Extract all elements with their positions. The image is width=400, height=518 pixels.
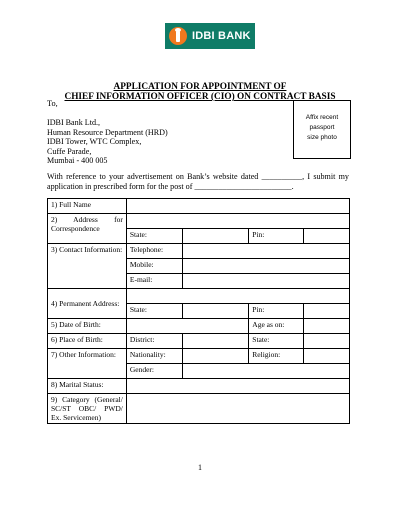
ref-word: my — [338, 172, 349, 181]
reference-paragraph — [47, 172, 349, 192]
permanent-state-field[interactable] — [182, 304, 248, 319]
telephone-field[interactable] — [182, 244, 349, 259]
religion-field[interactable] — [304, 349, 350, 364]
mobile-field[interactable] — [182, 259, 349, 274]
permanent-address-label: 4) Permanent Address: — [48, 289, 127, 319]
permanent-pin-field[interactable] — [304, 304, 350, 319]
photo-box-line: size photo — [307, 134, 337, 141]
ref-word: reference — [66, 172, 97, 181]
logo-text: IDBI BANK — [192, 30, 251, 42]
pin-label: Pin: — [249, 304, 304, 319]
reference-line-1 — [47, 172, 349, 182]
district-label: District: — [126, 334, 182, 349]
ref-word: advertisement — [127, 172, 173, 181]
dob-label: 5) Date of Birth: — [48, 319, 127, 334]
address-field[interactable] — [126, 214, 349, 229]
age-as-on-label: Age as on: — [249, 319, 304, 334]
table-row — [48, 394, 350, 424]
bank-emblem-icon — [169, 27, 187, 45]
nationality-label: Nationality: — [126, 349, 182, 364]
salutation: To, — [47, 99, 58, 108]
address-line: IDBI Bank Ltd., — [47, 118, 101, 127]
address-line: IDBI Tower, WTC Complex, — [47, 137, 142, 147]
email-label: E-mail: — [126, 274, 182, 289]
ref-word: Bank’s — [187, 172, 210, 181]
table-row — [48, 199, 350, 214]
ref-word: With — [47, 172, 63, 181]
table-row — [48, 379, 350, 394]
state-field[interactable] — [182, 229, 248, 244]
marital-status-field[interactable] — [126, 379, 349, 394]
address-line: Cuffe Parade, — [47, 146, 92, 156]
photo-box-line: Affix recent — [305, 114, 339, 121]
gender-label: Gender: — [126, 364, 182, 379]
address-label: 2) Address for Correspondence — [48, 214, 127, 244]
permanent-address-field[interactable] — [126, 289, 349, 304]
reference-line-2: application in prescribed form for the post of ________________________. — [47, 181, 294, 191]
idbi-bank-logo — [165, 23, 255, 49]
table-row — [48, 244, 350, 259]
title-line-2: CHIEF INFORMATION OFFICER (CIO) ON CONTRACT BASIS — [64, 92, 336, 102]
place-of-birth-label: 6) Place of Birth: — [48, 334, 127, 349]
page-number: 1 — [198, 463, 202, 472]
category-field[interactable] — [126, 394, 349, 424]
recipient-address — [47, 118, 168, 166]
mobile-label: Mobile: — [126, 259, 182, 274]
full-name-label: 1) Full Name — [48, 199, 127, 214]
marital-status-label: 8) Marital Status: — [48, 379, 127, 394]
full-name-field[interactable] — [126, 199, 349, 214]
pin-field[interactable] — [304, 229, 350, 244]
district-field[interactable] — [182, 334, 248, 349]
table-row — [48, 214, 350, 229]
contact-label: 3) Contact Information: — [48, 244, 127, 289]
category-label: 9) Category (General/ SC/ST OBC/ PWD/ Ex. Servicemen) — [48, 394, 127, 424]
ref-word: __________, — [261, 172, 305, 181]
ref-word: to — [99, 172, 106, 181]
table-row — [48, 334, 350, 349]
address-line: Human Resource Department (HRD) — [47, 127, 168, 137]
ref-word: website — [212, 172, 238, 181]
table-row — [48, 289, 350, 304]
state-label: State: — [126, 229, 182, 244]
state-label: State: — [126, 304, 182, 319]
title-line-1: APPLICATION FOR APPOINTMENT OF — [113, 82, 287, 92]
photo-box-line: passport — [309, 124, 335, 131]
other-info-label: 7) Other Information: — [48, 349, 127, 379]
religion-label: Religion: — [249, 349, 304, 364]
photo-box — [293, 100, 351, 159]
ref-word: dated — [240, 172, 259, 181]
address-line: Mumbai - 400 005 — [47, 156, 108, 166]
ref-word: I — [307, 172, 311, 181]
ref-word: your — [109, 172, 124, 181]
ref-word: submit — [313, 172, 336, 181]
age-field[interactable] — [304, 319, 350, 334]
table-row — [48, 319, 350, 334]
pin-label: Pin: — [249, 229, 304, 244]
state-label: State: — [249, 334, 304, 349]
table-row — [48, 349, 350, 364]
dob-field[interactable] — [126, 319, 248, 334]
nationality-field[interactable] — [182, 349, 248, 364]
ref-word: on — [175, 172, 184, 181]
telephone-label: Telephone: — [126, 244, 182, 259]
birth-state-field[interactable] — [304, 334, 350, 349]
gender-field[interactable] — [182, 364, 349, 379]
application-form-table — [47, 198, 350, 424]
email-field[interactable] — [182, 274, 349, 289]
